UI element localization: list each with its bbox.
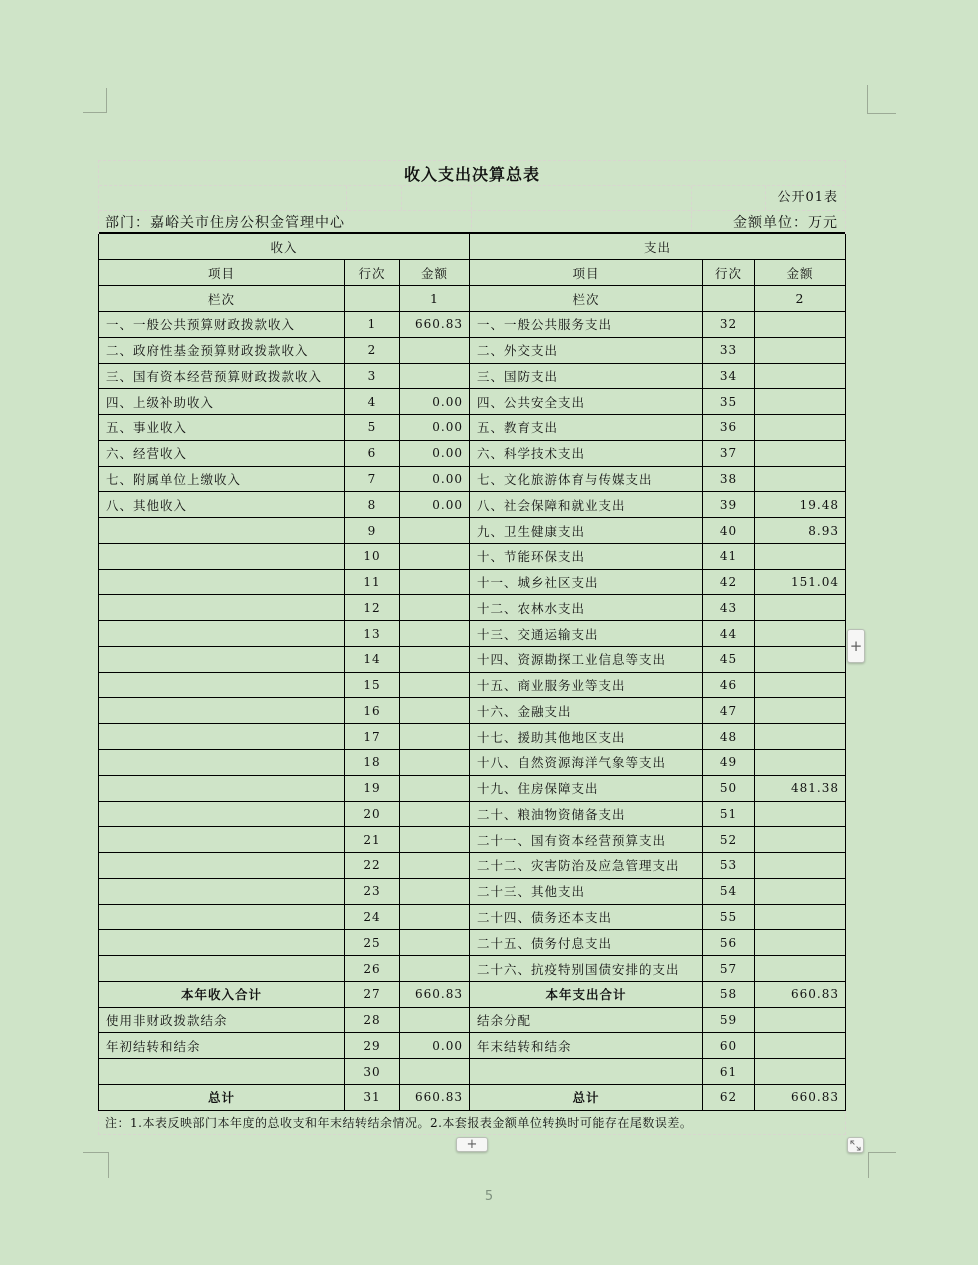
income-item-cell <box>99 802 345 828</box>
income-rowno-cell: 1 <box>345 312 400 338</box>
expense-amount-column-header: 金额 <box>755 260 845 286</box>
page-margin-corner-mark <box>868 1152 896 1178</box>
department-row <box>99 211 845 234</box>
page-number: 5 <box>484 1189 494 1204</box>
expense-rowno-cell: 52 <box>703 827 755 853</box>
income-rowno-cell: 10 <box>345 544 400 570</box>
expense-rowno-cell: 36 <box>703 415 755 441</box>
expense-item-cell: 年末结转和结余 <box>470 1033 703 1059</box>
expense-item-cell: 十九、住房保障支出 <box>470 776 703 802</box>
expense-item-cell: 十四、资源勘探工业信息等支出 <box>470 647 703 673</box>
dashed-gridline <box>691 211 692 232</box>
expense-item-cell: 二十三、其他支出 <box>470 879 703 905</box>
expense-item-cell: 五、教育支出 <box>470 415 703 441</box>
expense-amount-cell <box>755 827 845 853</box>
expense-rowno-cell: 62 <box>703 1085 755 1111</box>
expense-amount-cell <box>755 698 845 724</box>
expense-rowno-cell: 38 <box>703 467 755 493</box>
income-item-cell <box>99 956 345 982</box>
expand-table-button[interactable] <box>847 1137 864 1153</box>
expense-rowno-cell: 57 <box>703 956 755 982</box>
dashed-gridline <box>471 211 472 232</box>
expense-amount-cell: 19.48 <box>755 492 845 518</box>
income-amount-cell: 0.00 <box>400 492 470 518</box>
table-code-row <box>99 186 845 211</box>
expense-rowno-cell: 60 <box>703 1033 755 1059</box>
expense-item-cell: 二十一、国有资本经营预算支出 <box>470 827 703 853</box>
income-amount-column-header: 金额 <box>400 260 470 286</box>
income-item-cell: 五、事业收入 <box>99 415 345 441</box>
income-amount-cell <box>400 853 470 879</box>
income-amount-cell <box>400 802 470 828</box>
expense-amount-cell <box>755 595 845 621</box>
income-amount-cell: 660.83 <box>400 312 470 338</box>
expense-amount-cell <box>755 312 845 338</box>
expense-amount-cell <box>755 415 845 441</box>
expense-item-cell: 九、卫生健康支出 <box>470 518 703 544</box>
income-amount-cell <box>400 879 470 905</box>
income-amount-cell <box>400 595 470 621</box>
income-amount-cell <box>400 956 470 982</box>
expense-amount-cell <box>755 621 845 647</box>
income-amount-cell <box>400 570 470 596</box>
expense-amount-cell <box>755 724 845 750</box>
income-amount-cell <box>400 1059 470 1085</box>
income-rowno-column-header: 行次 <box>345 260 400 286</box>
income-amount-cell: 660.83 <box>400 982 470 1008</box>
expense-item-cell: 二十六、抗疫特别国债安排的支出 <box>470 956 703 982</box>
expense-amount-cell: 660.83 <box>755 982 845 1008</box>
income-rowno-cell: 12 <box>345 595 400 621</box>
income-item-cell <box>99 853 345 879</box>
income-rowno-cell: 7 <box>345 467 400 493</box>
expense-item-cell: 二、外交支出 <box>470 338 703 364</box>
dashed-gridline <box>346 186 347 210</box>
income-rowno-cell: 21 <box>345 827 400 853</box>
income-item-cell: 七、附属单位上缴收入 <box>99 467 345 493</box>
expense-item-cell: 十八、自然资源海洋气象等支出 <box>470 750 703 776</box>
expense-amount-cell <box>755 364 845 390</box>
income-item-cell <box>99 673 345 699</box>
income-item-cell <box>99 570 345 596</box>
expense-amount-cell <box>755 750 845 776</box>
expense-rowno-cell: 43 <box>703 595 755 621</box>
income-amount-cell <box>400 698 470 724</box>
department-label: 部门：嘉峪关市住房公积金管理中心 <box>105 214 345 231</box>
expense-rowno-cell: 48 <box>703 724 755 750</box>
expense-item-cell: 六、科学技术支出 <box>470 441 703 467</box>
expense-amount-cell: 151.04 <box>755 570 845 596</box>
expense-lanci-cell: 栏次 <box>470 286 703 312</box>
expense-item-cell: 本年支出合计 <box>470 982 703 1008</box>
expense-amount-cell: 660.83 <box>755 1085 845 1111</box>
expense-amount-cell <box>755 441 845 467</box>
expense-rowno-cell: 41 <box>703 544 755 570</box>
expense-rowno-cell: 42 <box>703 570 755 596</box>
expense-amount-cell <box>755 930 845 956</box>
table-note: 注：1.本表反映部门本年度的总收支和年末结转结余情况。2.本套报表金额单位转换时可能存在尾数误差。 <box>98 1111 846 1135</box>
expense-rowno-cell: 49 <box>703 750 755 776</box>
income-amount-cell <box>400 776 470 802</box>
expense-section-header: 支出 <box>470 234 845 260</box>
income-amount-cell <box>400 1008 470 1034</box>
expense-column-number-cell: 2 <box>755 286 845 312</box>
expense-amount-cell <box>755 1059 845 1085</box>
income-item-cell <box>99 698 345 724</box>
expense-amount-cell <box>755 467 845 493</box>
income-rowno-cell: 8 <box>345 492 400 518</box>
income-rowno-cell: 24 <box>345 905 400 931</box>
income-amount-cell <box>400 647 470 673</box>
expense-item-cell: 二十五、债务付息支出 <box>470 930 703 956</box>
income-rowno-cell: 18 <box>345 750 400 776</box>
document-header <box>98 160 846 234</box>
expense-amount-cell <box>755 673 845 699</box>
expense-rowno-cell: 51 <box>703 802 755 828</box>
expense-amount-cell <box>755 1033 845 1059</box>
income-rowno-cell: 6 <box>345 441 400 467</box>
expense-amount-cell <box>755 802 845 828</box>
income-rowno-cell: 11 <box>345 570 400 596</box>
expense-rowno-cell: 40 <box>703 518 755 544</box>
income-rowno-cell: 5 <box>345 415 400 441</box>
expense-rowno-cell: 55 <box>703 905 755 931</box>
expense-item-cell: 十二、农林水支出 <box>470 595 703 621</box>
expense-item-cell: 十三、交通运输支出 <box>470 621 703 647</box>
expense-item-cell: 二十四、债务还本支出 <box>470 905 703 931</box>
expense-rowno-cell: 44 <box>703 621 755 647</box>
expense-amount-cell <box>755 544 845 570</box>
expense-rowno-cell: 33 <box>703 338 755 364</box>
expense-rowno-cell: 45 <box>703 647 755 673</box>
expense-item-cell: 二十二、灾害防治及应急管理支出 <box>470 853 703 879</box>
expense-item-cell: 八、社会保障和就业支出 <box>470 492 703 518</box>
page-margin-corner-mark <box>83 1152 109 1178</box>
income-rowno-cell: 15 <box>345 673 400 699</box>
income-item-cell: 使用非财政拨款结余 <box>99 1008 345 1034</box>
dashed-gridline <box>691 186 692 210</box>
expense-rowno-cell: 58 <box>703 982 755 1008</box>
income-rowno-cell: 28 <box>345 1008 400 1034</box>
expense-amount-cell <box>755 1008 845 1034</box>
income-item-cell <box>99 905 345 931</box>
expense-item-cell: 十七、援助其他地区支出 <box>470 724 703 750</box>
income-rowno-cell: 3 <box>345 364 400 390</box>
add-column-button[interactable]: + <box>847 629 865 663</box>
table-code-label: 公开01表 <box>777 190 838 205</box>
expense-rowno-cell: 56 <box>703 930 755 956</box>
expense-rowno-cell: 39 <box>703 492 755 518</box>
income-item-cell: 一、一般公共预算财政拨款收入 <box>99 312 345 338</box>
income-amount-cell: 0.00 <box>400 389 470 415</box>
expense-rowno-cell: 34 <box>703 364 755 390</box>
income-rowno-cell: 27 <box>345 982 400 1008</box>
expense-item-cell: 总计 <box>470 1085 703 1111</box>
income-rowno-cell: 30 <box>345 1059 400 1085</box>
expense-item-cell: 十、节能环保支出 <box>470 544 703 570</box>
expense-rowno-column-header: 行次 <box>703 260 755 286</box>
income-column-number-cell: 1 <box>400 286 470 312</box>
income-item-cell <box>99 724 345 750</box>
income-item-cell <box>99 776 345 802</box>
dashed-gridline <box>471 186 472 210</box>
income-rowno-cell: 4 <box>345 389 400 415</box>
income-item-cell <box>99 930 345 956</box>
income-rowno-cell: 20 <box>345 802 400 828</box>
expense-amount-cell <box>755 905 845 931</box>
income-rowno-cell: 2 <box>345 338 400 364</box>
expense-amount-cell: 8.93 <box>755 518 845 544</box>
add-row-button[interactable]: + <box>456 1137 488 1152</box>
income-rowno-cell: 22 <box>345 853 400 879</box>
expense-amount-cell: 481.38 <box>755 776 845 802</box>
expense-rowno-cell: 53 <box>703 853 755 879</box>
income-item-cell <box>99 750 345 776</box>
expense-amount-cell <box>755 956 845 982</box>
income-item-cell: 三、国有资本经营预算财政拨款收入 <box>99 364 345 390</box>
summary-table <box>98 234 846 1111</box>
income-rowno-cell: 13 <box>345 621 400 647</box>
income-lanci-cell: 栏次 <box>99 286 345 312</box>
expense-item-cell: 结余分配 <box>470 1008 703 1034</box>
income-lanci-rowno-cell <box>345 286 400 312</box>
income-amount-cell <box>400 673 470 699</box>
income-amount-cell <box>400 621 470 647</box>
income-item-cell: 本年收入合计 <box>99 982 345 1008</box>
income-item-cell: 二、政府性基金预算财政拨款收入 <box>99 338 345 364</box>
income-amount-cell <box>400 544 470 570</box>
expense-amount-cell <box>755 879 845 905</box>
income-amount-cell: 660.83 <box>400 1085 470 1111</box>
expense-rowno-cell: 59 <box>703 1008 755 1034</box>
income-amount-cell <box>400 905 470 931</box>
income-rowno-cell: 19 <box>345 776 400 802</box>
income-amount-cell: 0.00 <box>400 1033 470 1059</box>
expense-rowno-cell: 50 <box>703 776 755 802</box>
income-item-cell: 年初结转和结余 <box>99 1033 345 1059</box>
expense-item-cell: 二十、粮油物资储备支出 <box>470 802 703 828</box>
income-rowno-cell: 9 <box>345 518 400 544</box>
expense-rowno-cell: 37 <box>703 441 755 467</box>
expense-item-cell: 十五、商业服务业等支出 <box>470 673 703 699</box>
income-item-cell <box>99 1059 345 1085</box>
budget-summary-document <box>98 160 846 1135</box>
expense-item-cell: 十六、金融支出 <box>470 698 703 724</box>
expense-item-cell: 三、国防支出 <box>470 364 703 390</box>
expense-lanci-rowno-cell <box>703 286 755 312</box>
income-rowno-cell: 26 <box>345 956 400 982</box>
expense-rowno-cell: 35 <box>703 389 755 415</box>
expense-amount-cell <box>755 647 845 673</box>
income-amount-cell: 0.00 <box>400 467 470 493</box>
income-section-header: 收入 <box>99 234 470 260</box>
income-item-cell <box>99 647 345 673</box>
dashed-gridline <box>401 186 402 210</box>
dashed-gridline <box>765 186 766 210</box>
expense-item-column-header: 项目 <box>470 260 703 286</box>
page-margin-corner-mark <box>83 88 107 113</box>
income-item-column-header: 项目 <box>99 260 345 286</box>
income-rowno-cell: 16 <box>345 698 400 724</box>
income-amount-cell <box>400 827 470 853</box>
page-margin-corner-mark <box>867 85 896 114</box>
expense-item-cell: 四、公共安全支出 <box>470 389 703 415</box>
expense-item-cell: 七、文化旅游体育与传媒支出 <box>470 467 703 493</box>
income-item-cell: 六、经营收入 <box>99 441 345 467</box>
expense-item-cell: 一、一般公共服务支出 <box>470 312 703 338</box>
unit-label: 金额单位：万元 <box>733 214 838 231</box>
income-item-cell <box>99 621 345 647</box>
income-rowno-cell: 14 <box>345 647 400 673</box>
income-amount-cell <box>400 518 470 544</box>
expense-rowno-cell: 47 <box>703 698 755 724</box>
income-item-cell <box>99 879 345 905</box>
expense-rowno-cell: 46 <box>703 673 755 699</box>
expense-item-cell: 十一、城乡社区支出 <box>470 570 703 596</box>
expense-rowno-cell: 61 <box>703 1059 755 1085</box>
income-amount-cell <box>400 750 470 776</box>
income-amount-cell <box>400 724 470 750</box>
income-rowno-cell: 29 <box>345 1033 400 1059</box>
income-rowno-cell: 23 <box>345 879 400 905</box>
expense-amount-cell <box>755 389 845 415</box>
expense-amount-cell <box>755 338 845 364</box>
income-amount-cell: 0.00 <box>400 415 470 441</box>
income-item-cell <box>99 595 345 621</box>
income-amount-cell <box>400 364 470 390</box>
income-item-cell <box>99 827 345 853</box>
income-item-cell <box>99 518 345 544</box>
income-item-cell: 四、上级补助收入 <box>99 389 345 415</box>
income-rowno-cell: 31 <box>345 1085 400 1111</box>
expense-amount-cell <box>755 853 845 879</box>
income-item-cell: 八、其他收入 <box>99 492 345 518</box>
income-amount-cell <box>400 338 470 364</box>
expense-item-cell <box>470 1059 703 1085</box>
income-amount-cell <box>400 930 470 956</box>
income-item-cell: 总计 <box>99 1085 345 1111</box>
expense-rowno-cell: 32 <box>703 312 755 338</box>
income-rowno-cell: 17 <box>345 724 400 750</box>
page-title: 收入支出决算总表 <box>99 161 845 186</box>
expense-rowno-cell: 54 <box>703 879 755 905</box>
income-item-cell <box>99 544 345 570</box>
diagonal-resize-icon <box>850 1140 861 1151</box>
income-rowno-cell: 25 <box>345 930 400 956</box>
income-amount-cell: 0.00 <box>400 441 470 467</box>
